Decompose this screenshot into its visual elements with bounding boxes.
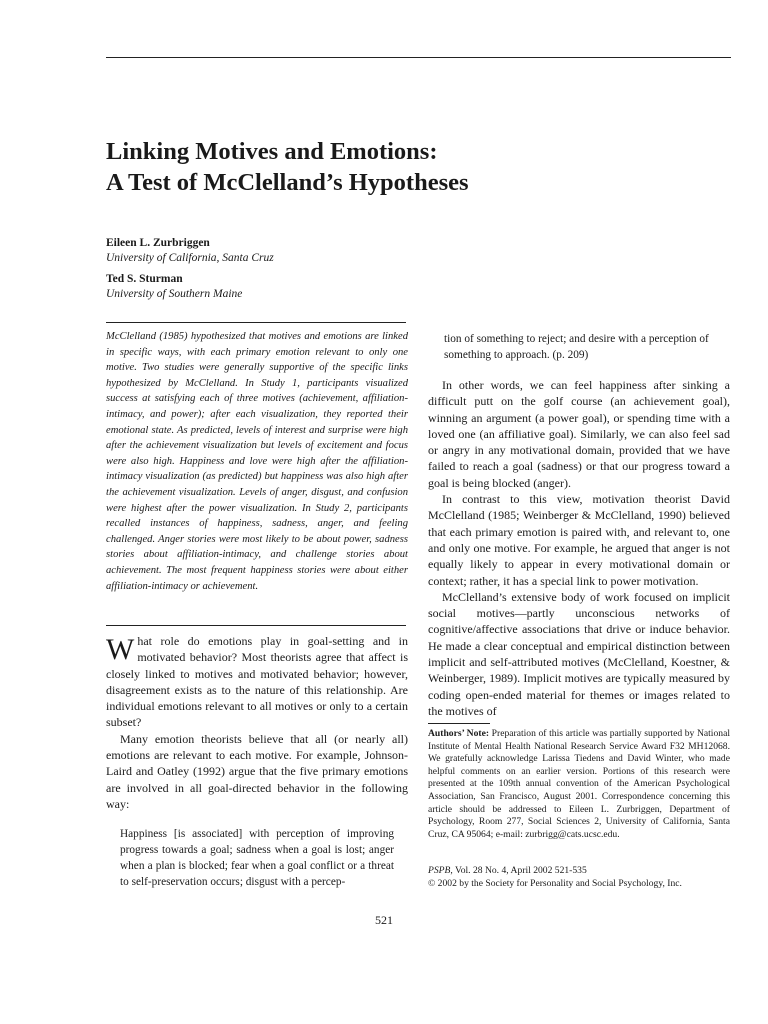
journal-info	[428, 865, 730, 890]
intro-text: hat role do emotions play in goal-setting and in motivated behavior? Most theorists agree that affect is closely linked to motives and motivated behavior; however, disagreement exists as to the nature of this relationship. Are individual emotions relevant to all motives or only to a certain subset?	[106, 634, 408, 730]
footnote-rule	[428, 723, 490, 724]
author-affiliation: University of Southern Maine	[106, 288, 243, 300]
abstract-top-rule	[106, 322, 406, 323]
article-title	[106, 136, 666, 198]
author-name: Eileen L. Zurbriggen	[106, 237, 210, 249]
body-paragraph: Many emotion theorists believe that all (or nearly all) emotions are relevant to each motive. For example, Johnson-Laird and Oatley (1992) argue that the five primary emotions are involved in all goal-directed behavior in the following way:	[106, 731, 408, 811]
body-paragraph: McClelland’s extensive body of work focused on implicit social motives—partly unconscious networks of cognitive/affective associations that drive or induce behavior. He made a clear conceptual and empirical distinction between implicit and self-attributed motives (McClelland, Koestner, & Weinberger, 1989). Implicit motives are typically measured by coding open-ended material for themes or images related to the motives of	[428, 589, 730, 718]
drop-cap: W	[106, 633, 135, 666]
body-paragraph: In other words, we can feel happiness after sinking a difficult putt on the golf course (an achievement goal), winning an argument (a power goal), or spending time with a loved one (an affiliative goal). Similarly, we can also feel sad or angry in any motivational domain, provided that we have failed to reach a goal (sadness) or that our progress toward a goal is being blocked (anger).	[428, 378, 730, 490]
authors-note	[428, 728, 730, 841]
top-rule	[106, 57, 731, 58]
page-number: 521	[375, 913, 393, 927]
intro-paragraph	[106, 633, 408, 731]
journal-citation	[428, 865, 730, 878]
author-name: Ted S. Sturman	[106, 273, 183, 285]
left-column	[106, 633, 408, 890]
title-line-2: A Test of McClelland’s Hypotheses	[106, 169, 469, 196]
authors-note-text: Preparation of this article was partially supported by National Institute of Mental Health National Research Service Award F32 MH12068. We gratefully acknowledge Larissa Tiedens and David Winter, who made helpful comments on an earlier version. Portions of this research were presented at the 109th annual convention of the American Psychological Association, San Francisco, August 2001. Correspondence concerning this article should be addressed to Eileen L. Zurbriggen, Department of Psychology, Room 277, Social Sciences 2, University of California, Santa Cruz, CA 95064; e-mail: zurbrigg@cats.ucsc.edu.	[428, 728, 730, 840]
journal-abbrev: PSPB	[428, 865, 451, 876]
right-column	[428, 331, 730, 719]
author-block	[106, 236, 506, 308]
author-affiliation: University of California, Santa Cruz	[106, 252, 274, 264]
abstract: McClelland (1985) hypothesized that motives and emotions are linked in specific ways, with each primary emotion relevant to only one motive. Two studies were generally supportive of the specific links hypothesized by McClelland. In Study 1, participants visualized success at satisfying each of three motives (achievement, affiliation-intimacy, and power); after each visualization, they reported their emotional state. As predicted, levels of interest and surprise were high after the achievement visualization but levels of excitement and focus were also high. Happiness and love were high after the affiliation-intimacy visualization (as predicted) but happiness was also high after the achievement visualization. Levels of anger, disgust, and confusion were highest after the power visualization. In Study 2, participants recalled instances of happiness, sadness, anger, and feeling challenged. Anger stories were most likely to be about power, sadness stories about affiliation-intimacy, and challenge stories about achievement. The most frequent happiness stories were about either affiliation-intimacy or achievement.	[106, 331, 408, 592]
authors-note-label: Authors’ Note:	[428, 728, 490, 739]
copyright: © 2002 by the Society for Personality and Social Psychology, Inc.	[428, 877, 682, 889]
block-quote-continued: tion of something to reject; and desire with a perception of something to approach. (p. 209)	[444, 333, 709, 361]
abstract-bottom-rule	[106, 625, 406, 626]
title-line-1: Linking Motives and Emotions:	[106, 138, 438, 165]
body-paragraph: In contrast to this view, motivation theorist David McClelland (1985; Weinberger & McClelland, 1990) believed that each primary emotion is paired with, and relevant to, one and only one motive. For example, he argued that anger is not equally likely to appear in every motivational domain or context; rather, it has a special link to power motivation.	[428, 492, 730, 588]
block-quote: Happiness [is associated] with perception of improving progress towards a goal; sadness when a goal is lost; anger when a plan is blocked; fear when a goal conflict or a threat to self-preservation occurs; disgust with a percep-	[120, 828, 394, 889]
journal-citation-text: , Vol. 28 No. 4, April 2002 521-535	[450, 865, 587, 876]
